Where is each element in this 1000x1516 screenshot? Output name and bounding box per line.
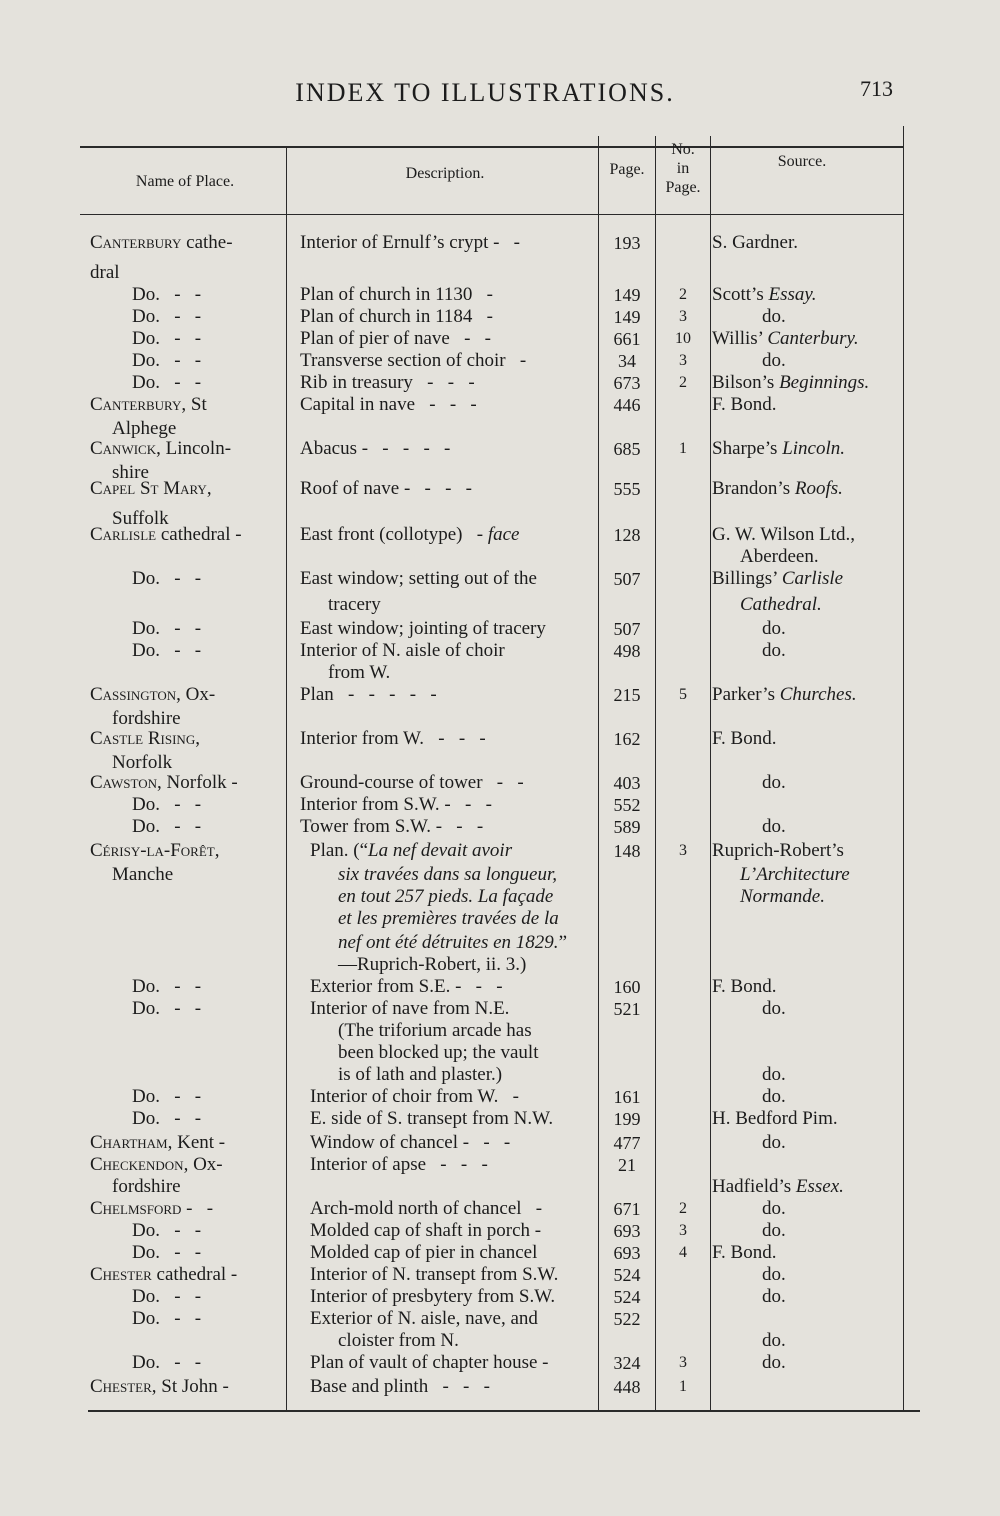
table-row bbox=[0, 1352, 1000, 1374]
table-row bbox=[0, 1308, 1000, 1330]
source-cell: Scott’s Essay. bbox=[712, 284, 817, 305]
column-head-no-line2: in bbox=[676, 160, 690, 177]
source-cell: F. Bond. bbox=[712, 728, 777, 749]
table-row bbox=[0, 662, 1000, 684]
table-row bbox=[0, 1132, 1000, 1154]
column-head-no-line1: No. bbox=[671, 141, 695, 158]
place-name-smallcaps: Cawston bbox=[90, 772, 158, 793]
description-cell: Interior of N. transept from S.W. bbox=[310, 1264, 559, 1285]
place-name-smallcaps: Canterbury bbox=[90, 394, 182, 415]
place-cell: Do. - - bbox=[132, 1352, 202, 1373]
page-cell: 693 bbox=[613, 1243, 641, 1263]
number-in-page-cell: 4 bbox=[679, 1244, 687, 1261]
number-in-page-cell: 2 bbox=[679, 1200, 687, 1217]
source-cell: do. bbox=[762, 1286, 786, 1307]
source-cell bbox=[712, 864, 930, 886]
place-cell bbox=[90, 728, 290, 750]
table-row bbox=[0, 1264, 1000, 1286]
place-cell: Suffolk bbox=[112, 508, 169, 529]
description-cell bbox=[310, 864, 634, 886]
italic-text: La nef devait avoir bbox=[368, 840, 513, 861]
source-cell: do. bbox=[762, 1264, 786, 1285]
table-row bbox=[0, 1108, 1000, 1130]
table-row bbox=[0, 1376, 1000, 1398]
page-cell: 446 bbox=[613, 395, 641, 415]
table-row bbox=[0, 1286, 1000, 1308]
description-cell: Interior of N. aisle of choir bbox=[300, 640, 505, 661]
table-row bbox=[0, 438, 1000, 460]
table-row bbox=[0, 1042, 1000, 1064]
place-cell: Do. - - bbox=[132, 640, 202, 661]
source-cell: F. Bond. bbox=[712, 1242, 777, 1263]
page-cell: 21 bbox=[618, 1155, 636, 1175]
place-name-smallcaps: Checkendon bbox=[90, 1154, 184, 1175]
source-cell: Brandon’s Roofs. bbox=[712, 478, 843, 499]
table-row bbox=[0, 976, 1000, 998]
place-name-smallcaps: Canterbury bbox=[90, 232, 182, 253]
page-cell: 215 bbox=[613, 685, 641, 705]
place-name-smallcaps: Chester bbox=[90, 1264, 152, 1285]
table-row bbox=[0, 794, 1000, 816]
description-cell: Tower from S.W. - - - bbox=[300, 816, 484, 837]
description-cell: E. side of S. transept from N.W. bbox=[310, 1108, 554, 1129]
description-cell: East front (collotype) - face bbox=[300, 524, 520, 545]
page-cell: 149 bbox=[613, 285, 641, 305]
number-in-page-cell: 2 bbox=[679, 286, 687, 303]
description-cell: Ground-course of tower - - bbox=[300, 772, 524, 793]
source-cell: do. bbox=[762, 1198, 786, 1219]
page-cell: 524 bbox=[613, 1265, 641, 1285]
table-row bbox=[0, 478, 1000, 500]
number-in-page-cell: 10 bbox=[675, 330, 691, 347]
table-bottom-rule bbox=[88, 1410, 920, 1412]
number-in-page-cell: 3 bbox=[679, 1354, 687, 1371]
place-cell: shire bbox=[112, 462, 149, 483]
table-row bbox=[0, 998, 1000, 1020]
description-cell: Interior of presbytery from S.W. bbox=[310, 1286, 556, 1307]
italic-text: Essay. bbox=[768, 284, 817, 305]
description-cell: Interior from W. - - - bbox=[300, 728, 486, 749]
place-cell: Do. - - bbox=[132, 1242, 202, 1263]
table-row bbox=[0, 328, 1000, 350]
table-header-rule bbox=[80, 214, 904, 215]
page-cell: 199 bbox=[613, 1109, 641, 1129]
place-name-smallcaps: Cassington bbox=[90, 684, 177, 705]
place-cell: Do. - - bbox=[132, 794, 202, 815]
place-cell: Do. - - bbox=[132, 816, 202, 837]
description-cell: Interior from S.W. - - - bbox=[300, 794, 492, 815]
column-head-no-line3: Page. bbox=[665, 179, 701, 196]
page-cell: 555 bbox=[613, 479, 641, 499]
number-in-page-cell: 1 bbox=[679, 1378, 687, 1395]
description-cell: been blocked up; the vault bbox=[338, 1042, 539, 1063]
page-cell: 673 bbox=[613, 373, 641, 393]
page-cell: 149 bbox=[613, 307, 641, 327]
table-row bbox=[0, 372, 1000, 394]
source-cell: H. Bedford Pim. bbox=[712, 1108, 838, 1129]
description-cell: Transverse section of choir - bbox=[300, 350, 527, 371]
place-cell: Manche bbox=[112, 864, 174, 885]
description-cell: tracery bbox=[328, 594, 381, 615]
column-head-description: Description. bbox=[405, 165, 485, 182]
source-cell: do. bbox=[762, 1352, 786, 1373]
place-cell: Checkendon, Ox- bbox=[90, 1154, 223, 1175]
source-cell: F. Bond. bbox=[712, 394, 777, 415]
page-cell: 522 bbox=[613, 1309, 641, 1329]
table-row bbox=[0, 418, 1000, 440]
source-cell: do. bbox=[762, 998, 786, 1019]
table-row bbox=[0, 1154, 1000, 1176]
place-cell: Cassington, Ox- bbox=[90, 684, 216, 705]
table-row bbox=[0, 1198, 1000, 1220]
page-cell: 477 bbox=[613, 1133, 641, 1153]
page-cell: 34 bbox=[618, 351, 636, 371]
description-cell: Exterior of N. aisle, nave, and bbox=[310, 1308, 538, 1329]
description-cell: Interior of nave from N.E. bbox=[310, 998, 510, 1019]
column-head-source: Source. bbox=[777, 153, 827, 170]
description-cell: Arch-mold north of chancel - bbox=[310, 1198, 543, 1219]
place-cell: Do. - - bbox=[132, 350, 202, 371]
italic-text: face bbox=[487, 524, 520, 545]
description-cell: from W. bbox=[328, 662, 391, 683]
description-cell: is of lath and plaster.) bbox=[338, 1064, 503, 1085]
place-cell: fordshire bbox=[112, 1176, 181, 1197]
description-cell: Exterior from S.E. - - - bbox=[310, 976, 503, 997]
page-cell: 693 bbox=[613, 1221, 641, 1241]
italic-text: Carlisle bbox=[781, 568, 844, 589]
page-cell: 507 bbox=[613, 569, 641, 589]
place-cell: Do. - - bbox=[132, 284, 202, 305]
place-cell: fordshire bbox=[112, 708, 181, 729]
page-cell: 661 bbox=[613, 329, 641, 349]
table-top-rule bbox=[80, 146, 904, 148]
place-cell: Carlisle cathedral - bbox=[90, 524, 242, 545]
description-cell: East window; setting out of the bbox=[300, 568, 537, 589]
place-name-smallcaps: Canwick bbox=[90, 438, 157, 459]
page-cell: 552 bbox=[613, 795, 641, 815]
number-in-page-cell: 3 bbox=[679, 842, 687, 859]
description-cell: Window of chancel - - - bbox=[310, 1132, 511, 1153]
source-cell bbox=[712, 886, 930, 908]
page-cell: 685 bbox=[613, 439, 641, 459]
page-cell: 403 bbox=[613, 773, 641, 793]
table-row bbox=[0, 684, 1000, 706]
table-row bbox=[0, 932, 1000, 954]
table-row bbox=[0, 524, 1000, 546]
table-row bbox=[0, 1020, 1000, 1042]
italic-text: Normande. bbox=[740, 886, 825, 907]
place-name-smallcaps: Chester bbox=[90, 1376, 152, 1397]
place-cell: Do. - - bbox=[132, 306, 202, 327]
number-in-page-cell: 2 bbox=[679, 374, 687, 391]
table-row bbox=[0, 752, 1000, 774]
place-cell: Do. - - bbox=[132, 1086, 202, 1107]
source-cell: Ruprich-Robert’s bbox=[712, 840, 844, 861]
table-row bbox=[0, 1086, 1000, 1108]
table-row bbox=[0, 394, 1000, 416]
page-cell: 193 bbox=[613, 233, 641, 253]
place-cell: dral bbox=[90, 262, 120, 283]
table-row bbox=[0, 232, 1000, 254]
page-cell: 148 bbox=[613, 841, 641, 861]
table-row bbox=[0, 594, 1000, 616]
italic-text: Lincoln. bbox=[782, 438, 845, 459]
table-row bbox=[0, 1064, 1000, 1086]
description-cell: Plan of pier of nave - - bbox=[300, 328, 491, 349]
source-cell: do. bbox=[762, 618, 786, 639]
page-cell: 324 bbox=[613, 1353, 641, 1373]
italic-text: L’Architecture bbox=[740, 864, 850, 885]
description-cell: Rib in treasury - - - bbox=[300, 372, 475, 393]
description-cell: Interior of choir from W. - bbox=[310, 1086, 519, 1107]
table-row bbox=[0, 1242, 1000, 1264]
source-cell bbox=[712, 594, 930, 616]
place-cell: Do. - - bbox=[132, 1286, 202, 1307]
place-cell bbox=[90, 478, 290, 500]
source-cell: do. bbox=[762, 1220, 786, 1241]
place-cell: Alphege bbox=[112, 418, 177, 439]
source-cell: Willis’ Canterbury. bbox=[712, 328, 859, 349]
source-cell: do. bbox=[762, 1330, 786, 1351]
source-cell: do. bbox=[762, 306, 786, 327]
page-cell: 524 bbox=[613, 1287, 641, 1307]
place-name-smallcaps: Cérisy-la-Forêt bbox=[90, 840, 215, 861]
italic-text: en tout 257 pieds. La façade bbox=[338, 886, 554, 907]
number-in-page-cell: 1 bbox=[679, 440, 687, 457]
description-cell: Abacus - - - - - bbox=[300, 438, 451, 459]
table-row bbox=[0, 284, 1000, 306]
source-cell: do. bbox=[762, 816, 786, 837]
place-cell: Chelmsford - - bbox=[90, 1198, 214, 1219]
place-cell: Cérisy-la-Forêt, bbox=[90, 840, 220, 861]
source-cell: do. bbox=[762, 640, 786, 661]
table-row bbox=[0, 1220, 1000, 1242]
description-cell bbox=[310, 908, 634, 930]
table-row bbox=[0, 546, 1000, 568]
table-row bbox=[0, 568, 1000, 590]
column-head-page: Page. bbox=[609, 161, 645, 178]
italic-text: Cathedral. bbox=[740, 594, 822, 615]
description-cell: Capital in nave - - - bbox=[300, 394, 477, 415]
italic-text: nef ont été détruites en 1829. bbox=[338, 932, 559, 953]
table-row bbox=[0, 640, 1000, 662]
table-row bbox=[0, 262, 1000, 284]
italic-text: Beginnings. bbox=[779, 372, 870, 393]
table-row bbox=[0, 840, 1000, 862]
page-cell: 498 bbox=[613, 641, 641, 661]
page-cell: 507 bbox=[613, 619, 641, 639]
page-cell: 589 bbox=[613, 817, 641, 837]
table-row bbox=[0, 306, 1000, 328]
italic-text: Canterbury. bbox=[767, 328, 859, 349]
place-name-smallcaps: Chartham bbox=[90, 1132, 168, 1153]
description-cell: Plan of church in 1130 - bbox=[300, 284, 493, 305]
column-head-no bbox=[656, 140, 710, 197]
description-cell: Molded cap of pier in chancel bbox=[310, 1242, 538, 1263]
place-cell: Do. - - bbox=[132, 618, 202, 639]
page-cell: 160 bbox=[613, 977, 641, 997]
source-cell: do. bbox=[762, 1132, 786, 1153]
table-row bbox=[0, 350, 1000, 372]
italic-text: et les premières travées de la bbox=[338, 908, 559, 929]
page-cell: 521 bbox=[613, 999, 641, 1019]
table-row bbox=[0, 1330, 1000, 1352]
description-cell: Plan. (“La nef devait avoir bbox=[310, 840, 513, 861]
italic-text: Churches. bbox=[779, 684, 857, 705]
page-title: INDEX TO ILLUSTRATIONS. bbox=[295, 78, 675, 107]
description-cell: Plan - - - - - bbox=[300, 684, 437, 705]
source-cell: S. Gardner. bbox=[712, 232, 799, 253]
table-row bbox=[0, 864, 1000, 886]
place-name-smallcaps: Castle bbox=[90, 728, 144, 749]
page-cell: 448 bbox=[613, 1377, 641, 1397]
place-cell: Do. - - bbox=[132, 1220, 202, 1241]
place-name-smallcaps: Carlisle bbox=[90, 524, 157, 545]
place-cell: Chartham, Kent - bbox=[90, 1132, 226, 1153]
description-cell: Interior of Ernulf’s crypt - - bbox=[300, 232, 521, 253]
table-row bbox=[0, 908, 1000, 930]
number-in-page-cell: 5 bbox=[679, 686, 687, 703]
description-cell: Plan of church in 1184 - bbox=[300, 306, 493, 327]
table-row bbox=[0, 772, 1000, 794]
description-cell: East window; jointing of tracery bbox=[300, 618, 546, 639]
place-cell: Canwick, Lincoln- bbox=[90, 438, 232, 459]
source-cell: Hadfield’s Essex. bbox=[712, 1176, 844, 1197]
page-cell: 162 bbox=[613, 729, 641, 749]
number-in-page-cell: 3 bbox=[679, 352, 687, 369]
table-row bbox=[0, 886, 1000, 908]
place-name-smallcaps: Chelmsford bbox=[90, 1198, 182, 1219]
source-cell: Bilson’s Beginnings. bbox=[712, 372, 870, 393]
table-row bbox=[0, 708, 1000, 730]
place-cell: Do. - - bbox=[132, 976, 202, 997]
source-cell: Parker’s Churches. bbox=[712, 684, 857, 705]
place-cell: Canterbury, St bbox=[90, 394, 207, 415]
number-in-page-cell: 3 bbox=[679, 1222, 687, 1239]
place-name-smallcaps: St Mary, bbox=[135, 478, 212, 499]
page-cell: 161 bbox=[613, 1087, 641, 1107]
page-cell: 128 bbox=[613, 525, 641, 545]
place-cell: Do. - - bbox=[132, 568, 202, 589]
description-cell: Roof of nave - - - - bbox=[300, 478, 473, 499]
description-cell: Plan of vault of chapter house - bbox=[310, 1352, 549, 1373]
number-in-page-cell: 3 bbox=[679, 308, 687, 325]
place-cell: Do. - - bbox=[132, 1108, 202, 1129]
source-cell: Aberdeen. bbox=[740, 546, 819, 567]
description-cell: —Ruprich-Robert, ii. 3.) bbox=[338, 954, 527, 975]
place-name-smallcaps: Rising, bbox=[143, 728, 200, 749]
table-row bbox=[0, 816, 1000, 838]
place-cell: Norfolk bbox=[112, 752, 173, 773]
place-cell: Do. - - bbox=[132, 328, 202, 349]
place-cell: Do. - - bbox=[132, 998, 202, 1019]
source-cell: do. bbox=[762, 772, 786, 793]
source-cell: do. bbox=[762, 350, 786, 371]
place-cell: Canterbury cathe- bbox=[90, 232, 233, 253]
table-row bbox=[0, 728, 1000, 750]
place-name-smallcaps: Capel bbox=[90, 478, 136, 499]
source-cell: G. W. Wilson Ltd., bbox=[712, 524, 855, 545]
place-cell: Do. - - bbox=[132, 1308, 202, 1329]
source-cell: Sharpe’s Lincoln. bbox=[712, 438, 845, 459]
description-cell: cloister from N. bbox=[338, 1330, 459, 1351]
italic-text: Roofs. bbox=[794, 478, 843, 499]
description-cell bbox=[310, 886, 634, 908]
description-cell: Interior of apse - - - bbox=[310, 1154, 488, 1175]
source-cell: F. Bond. bbox=[712, 976, 777, 997]
description-cell: nef ont été détruites en 1829.” bbox=[338, 932, 567, 953]
italic-text: Essex. bbox=[795, 1176, 844, 1197]
place-cell: Chester, St John - bbox=[90, 1376, 229, 1397]
description-cell: (The triforium arcade has bbox=[338, 1020, 532, 1041]
table-row bbox=[0, 618, 1000, 640]
description-cell: Molded cap of shaft in porch - bbox=[310, 1220, 542, 1241]
place-cell: Chester cathedral - bbox=[90, 1264, 238, 1285]
column-head-place: Name of Place. bbox=[135, 173, 235, 190]
source-cell: do. bbox=[762, 1064, 786, 1085]
place-cell: Do. - - bbox=[132, 372, 202, 393]
place-cell: Cawston, Norfolk - bbox=[90, 772, 238, 793]
italic-text: six travées dans sa longueur, bbox=[338, 864, 558, 885]
page-number: 713 bbox=[860, 76, 893, 101]
source-cell: Billings’ Carlisle bbox=[712, 568, 844, 589]
table-row bbox=[0, 954, 1000, 976]
table-row bbox=[0, 1176, 1000, 1198]
page-cell: 671 bbox=[613, 1199, 641, 1219]
source-cell: do. bbox=[762, 1086, 786, 1107]
description-cell: Base and plinth - - - bbox=[310, 1376, 490, 1397]
